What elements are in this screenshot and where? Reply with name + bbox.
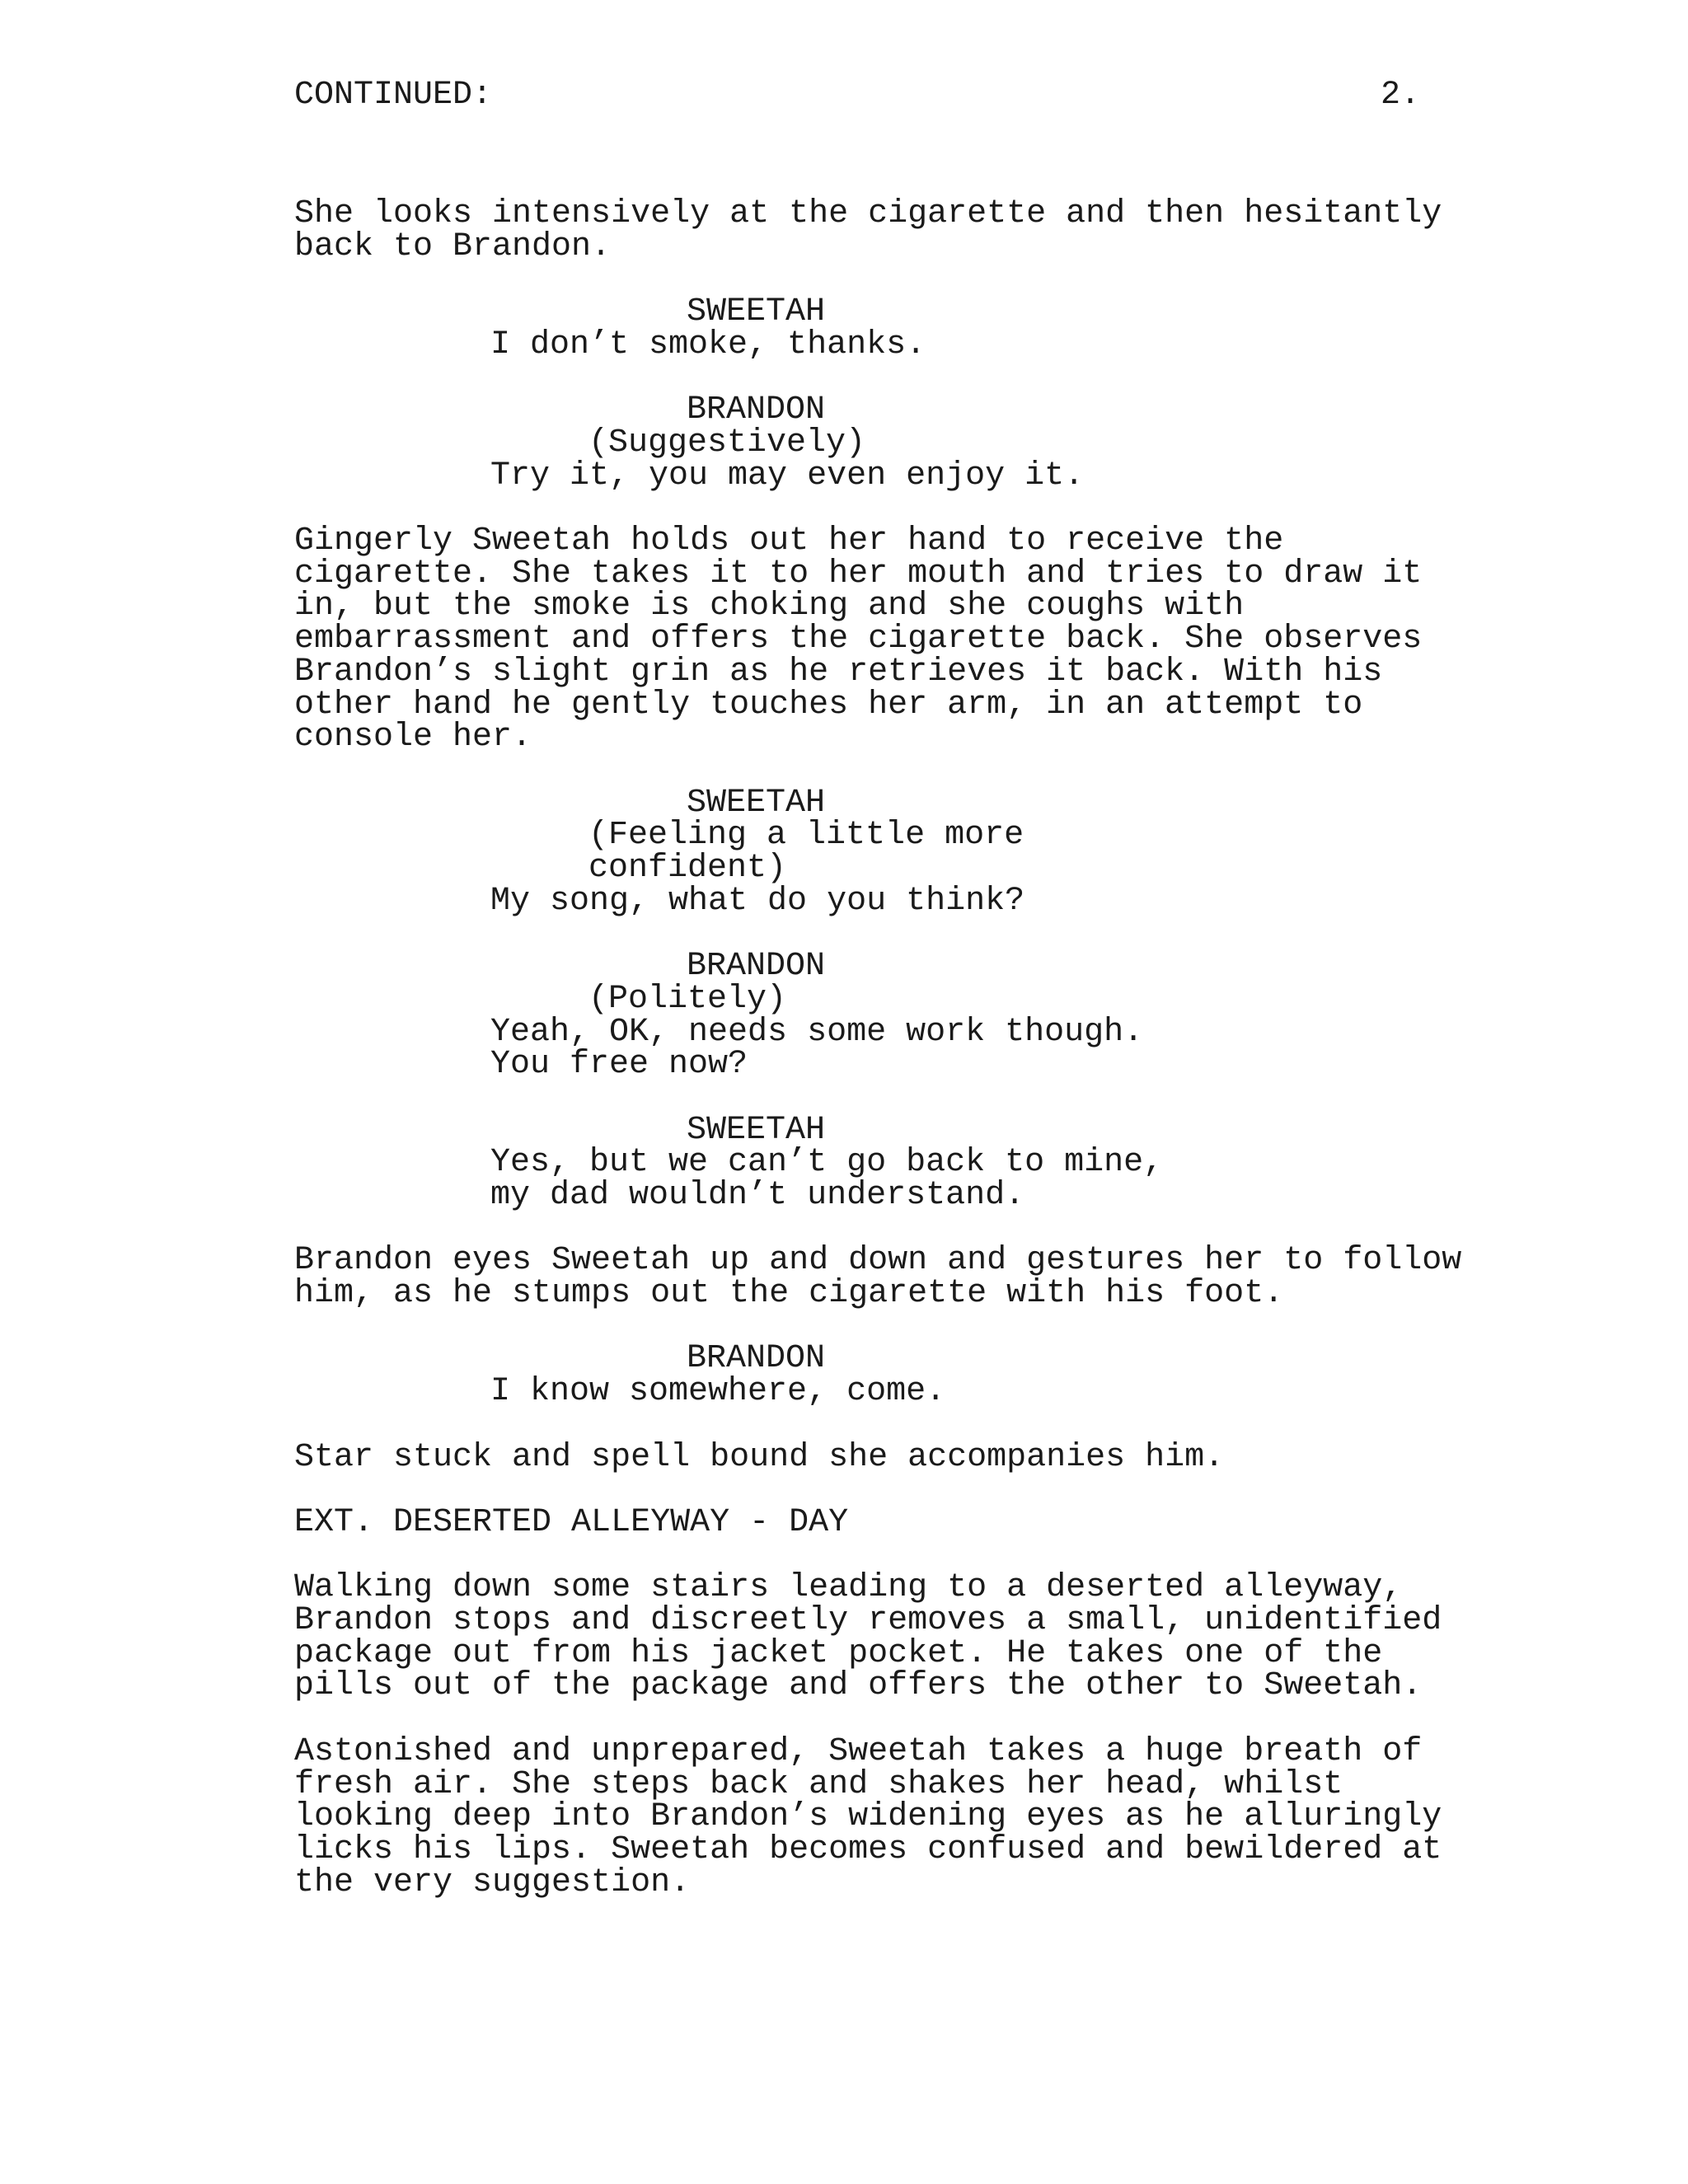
character-name: SWEETAH <box>687 784 826 822</box>
action-line: Brandon eyes Sweetah up and down and gestures her to follow him, as he stumps out the cigarette with his foot. <box>294 1242 1462 1313</box>
character-name: SWEETAH <box>687 293 826 331</box>
dialogue-line: Yes, but we can’t go back to mine, my dad wouldn’t understand. <box>490 1144 1164 1214</box>
dialogue-line: Try it, you may even enjoy it. <box>490 457 1085 494</box>
action-line: Walking down some stairs leading to a deserted alleyway, Brandon stops and discreetly removes a small, unidentified package out from his jacket pocket. He takes one of the pills out of the package and offers the other to Sweetah. <box>294 1569 1442 1705</box>
page-number: 2. <box>1381 77 1421 114</box>
action-line: Gingerly Sweetah holds out her hand to receive the cigarette. She takes it to her mouth and tries to draw it in, but the smoke is choking and she coughs with embarrassment and offers the cigarette back. She observes Brandon’s slight grin as he retrieves it back. With his other hand he gently touches her arm, in an attempt to console her. <box>294 522 1423 757</box>
dialogue-line: My song, what do you think? <box>490 882 1025 920</box>
action-line: Star stuck and spell bound she accompanies him. <box>294 1438 1225 1476</box>
parenthetical: (Politely) <box>588 980 787 1018</box>
dialogue-line: Yeah, OK, needs some work though. You free now? <box>490 1013 1144 1084</box>
character-name: BRANDON <box>687 948 826 986</box>
script-body <box>294 195 1465 1901</box>
continued-header: CONTINUED: <box>294 77 493 114</box>
dialogue-line: I don’t smoke, thanks. <box>490 326 926 363</box>
parenthetical: (Suggestively) <box>588 424 866 462</box>
action-line: Astonished and unprepared, Sweetah takes a huge breath of fresh air. She steps back and shakes her head, whilst looking deep into Brandon’s widening eyes as he alluringly licks his lips. Sweetah becomes confused and bewildered at the very suggestion. <box>294 1732 1442 1901</box>
parenthetical: (Feeling a little more confident) <box>588 817 1025 887</box>
character-name: BRANDON <box>687 1340 826 1378</box>
scene-heading: EXT. DESERTED ALLEYWAY - DAY <box>294 1503 849 1541</box>
action-line: She looks intensively at the cigarette and then hesitantly back to Brandon. <box>294 195 1442 265</box>
dialogue-line: I know somewhere, come. <box>490 1373 946 1411</box>
character-name: SWEETAH <box>687 1111 826 1149</box>
character-name: BRANDON <box>687 391 826 429</box>
